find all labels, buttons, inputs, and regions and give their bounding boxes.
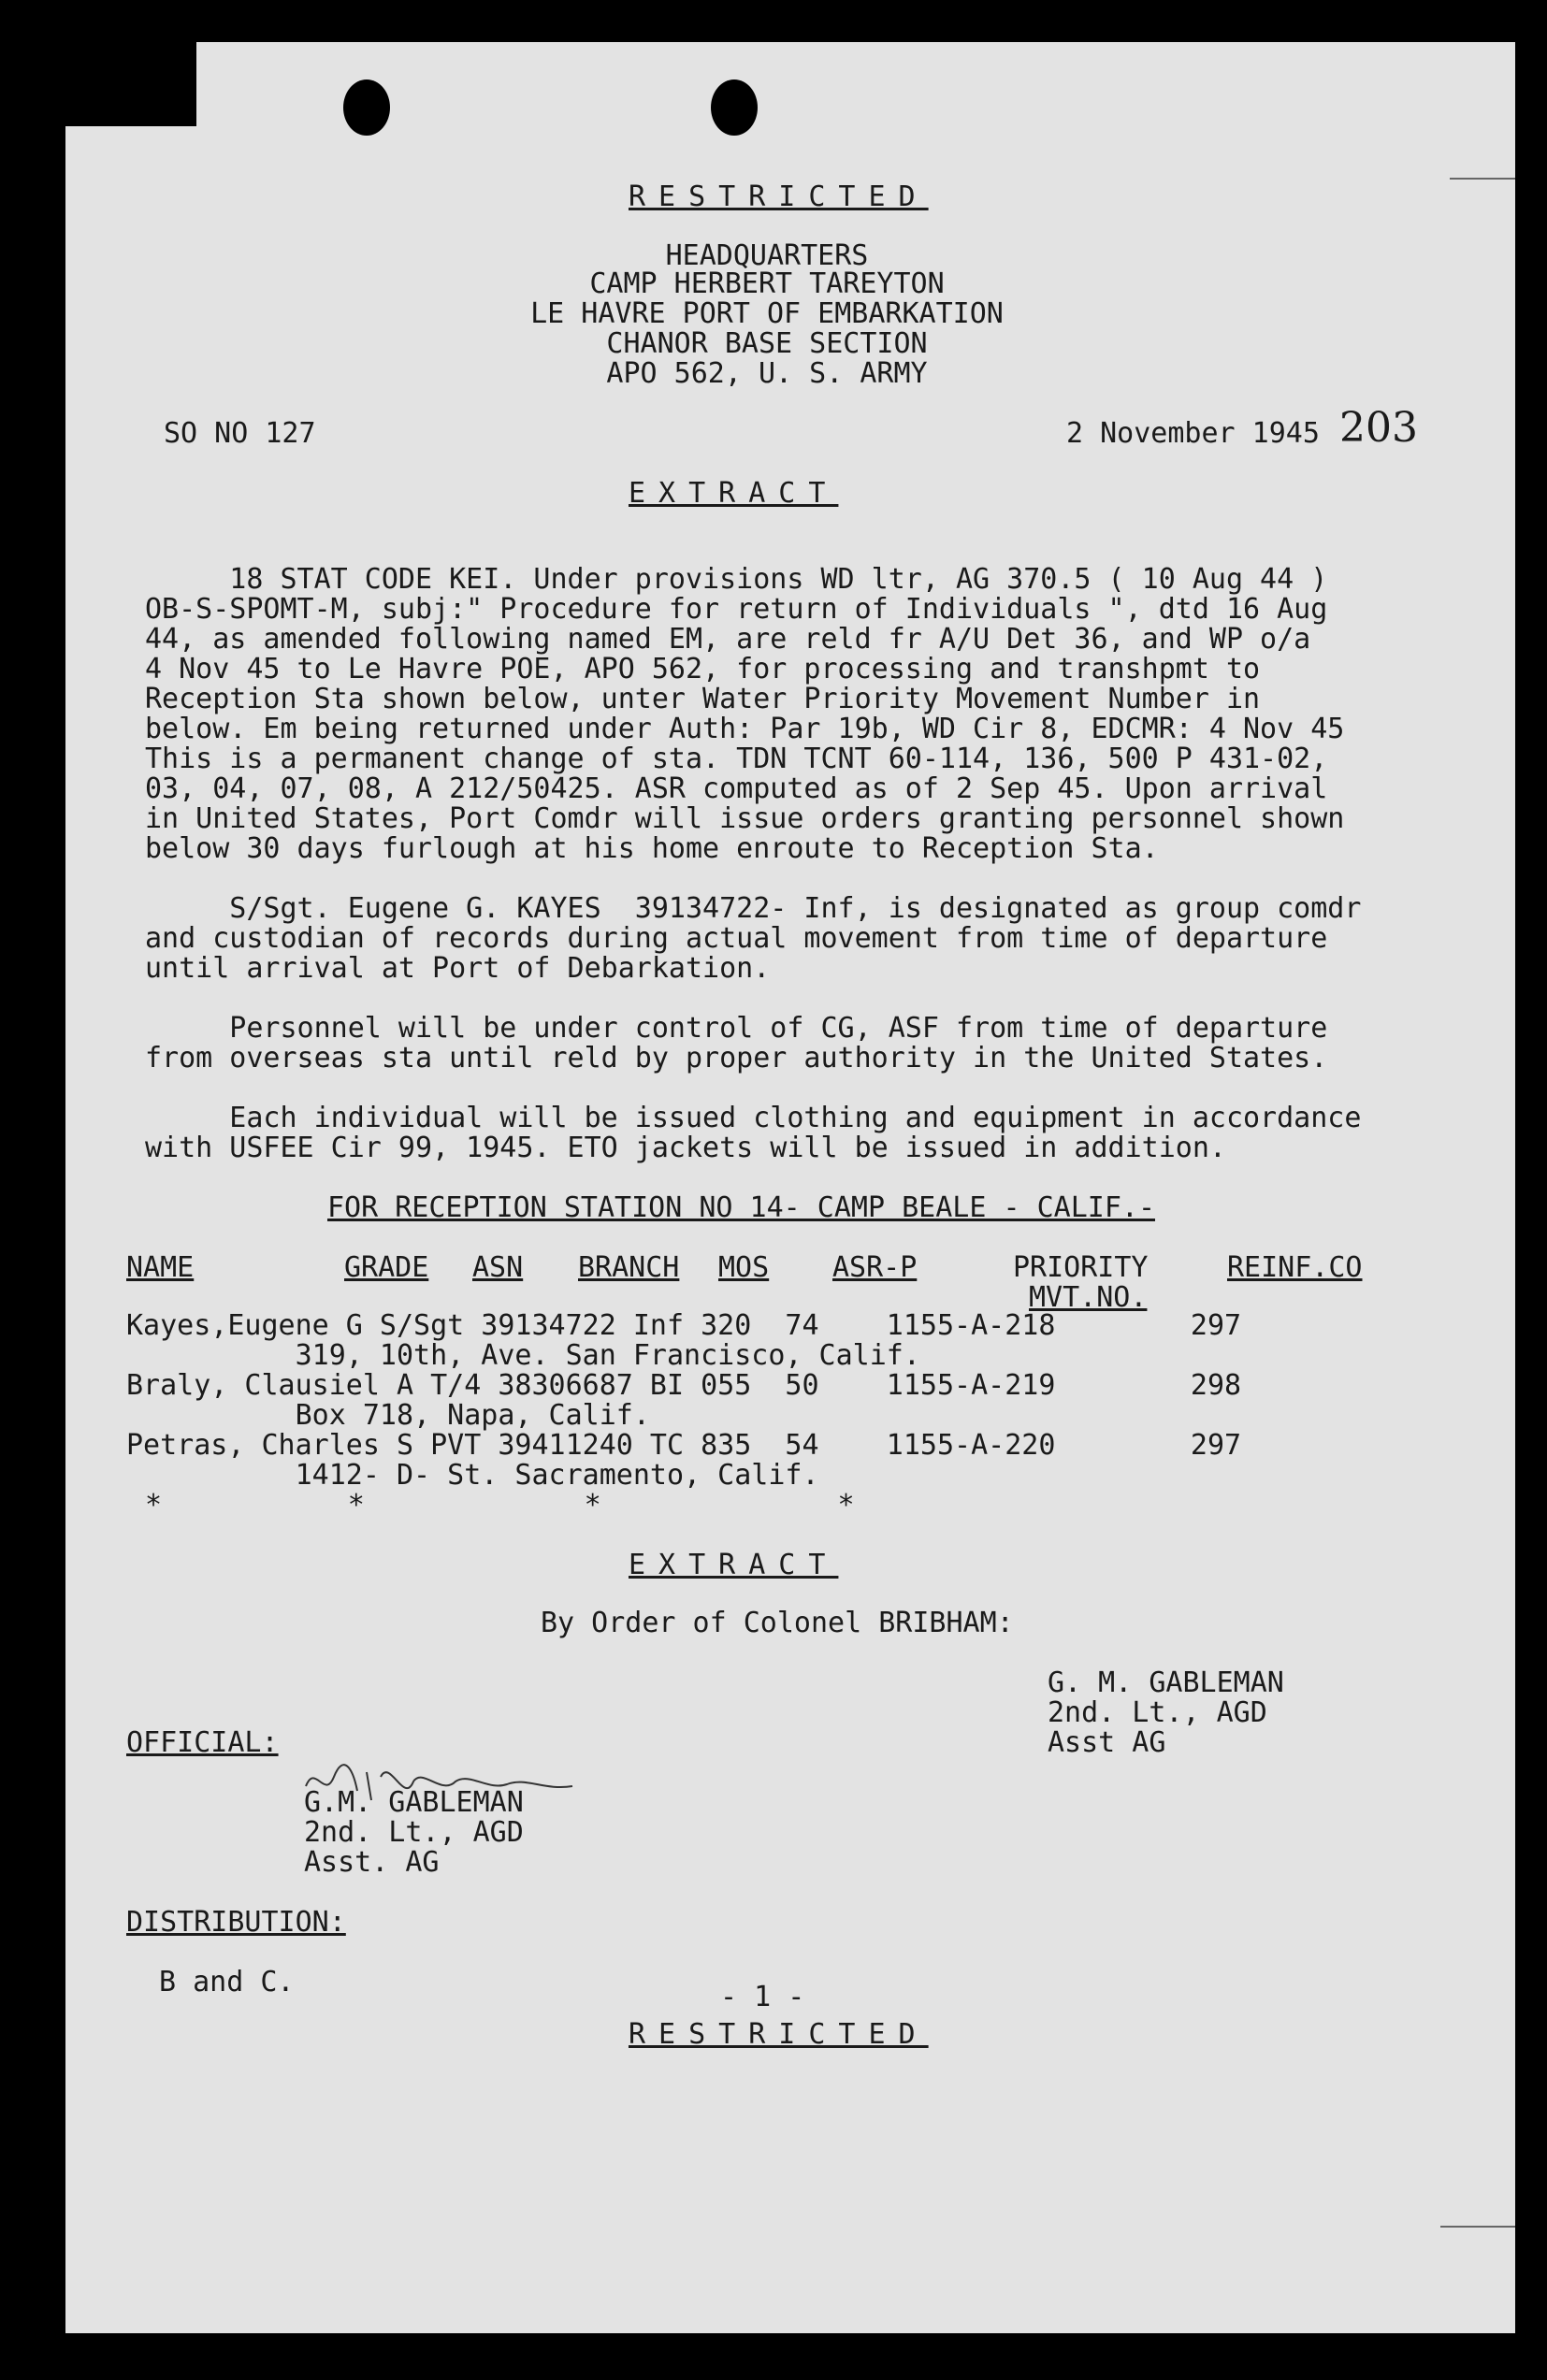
- apo-line: APO 562, U. S. ARMY: [606, 357, 928, 390]
- para-line: 03, 04, 07, 08, A 212/50425. ASR computed as of 2 Sep 45. Upon arrival: [145, 772, 1328, 805]
- extract-title: EXTRACT: [629, 477, 839, 510]
- table-row: Kayes,Eugene G S/Sgt 39134722 Inf 320 74 1155-A-218 297: [126, 1309, 1242, 1342]
- col-grade: GRADE: [344, 1251, 429, 1284]
- para-line: 44, as amended following named EM, are reld fr A/U Det 36, and WP o/a: [145, 623, 1311, 656]
- asterisk-row: * * * *: [145, 1489, 855, 1522]
- port-line: LE HAVRE PORT OF EMBARKATION: [530, 297, 1004, 330]
- para-line: with USFEE Cir 99, 1945. ETO jackets will be issued in addition.: [145, 1132, 1226, 1164]
- para-line: below 30 days furlough at his home enroute to Reception Sta.: [145, 832, 1159, 865]
- para-line: and custodian of records during actual movement from time of departure: [145, 922, 1328, 955]
- hq-line: HEADQUARTERS: [665, 239, 869, 272]
- reception-heading: FOR RECEPTION STATION NO 14- CAMP BEALE - CALIF.-: [327, 1191, 1156, 1224]
- official-title: Asst. AG: [304, 1846, 440, 1879]
- col-name: NAME: [126, 1251, 195, 1284]
- col-reinf-co: REINF.CO: [1227, 1251, 1363, 1284]
- table-row: Petras, Charles S PVT 39411240 TC 835 54 1155-A-220 297: [126, 1429, 1242, 1462]
- col-asr-p: ASR-P: [832, 1251, 918, 1284]
- officer-title: Asst AG: [1048, 1726, 1166, 1759]
- order-date: 2 November 1945: [1066, 417, 1320, 450]
- col-asn: ASN: [472, 1251, 524, 1284]
- para-line: until arrival at Port of Debarkation.: [145, 952, 771, 985]
- extract-closing: EXTRACT: [629, 1549, 839, 1581]
- table-row-address: 319, 10th, Ave. San Francisco, Calif.: [126, 1339, 920, 1372]
- distribution-value: B and C.: [159, 1966, 295, 1998]
- official-rank: 2nd. Lt., AGD: [304, 1816, 524, 1849]
- para-line: Each individual will be issued clothing and equipment in accordance: [145, 1102, 1362, 1134]
- by-order-line: By Order of Colonel BRIBHAM:: [541, 1607, 1014, 1639]
- para-line: This is a permanent change of sta. TDN TCNT 60-114, 136, 500 P 431-02,: [145, 743, 1328, 775]
- table-row-address: 1412- D- St. Sacramento, Calif.: [126, 1459, 819, 1492]
- page-stamp: 203: [1339, 404, 1418, 452]
- para-line: below. Em being returned under Auth: Par 19b, WD Cir 8, EDCMR: 4 Nov 45: [145, 713, 1345, 745]
- para-line: in United States, Port Comdr will issue orders granting personnel shown: [145, 802, 1345, 835]
- para-line: Reception Sta shown below, unter Water Priority Movement Number in: [145, 683, 1261, 715]
- section-line: CHANOR BASE SECTION: [606, 327, 928, 360]
- so-number: SO NO 127: [164, 417, 316, 450]
- camp-line: CAMP HERBERT TAREYTON: [589, 267, 945, 300]
- para-line: 4 Nov 45 to Le Havre POE, APO 562, for processing and transhpmt to: [145, 653, 1261, 685]
- table-row: Braly, Clausiel A T/4 38306687 BI 055 50 1155-A-219 298: [126, 1369, 1242, 1402]
- para-line: Personnel will be under control of CG, ASF from time of departure: [145, 1012, 1328, 1045]
- official-label: OFFICIAL:: [126, 1726, 279, 1759]
- para-line: 18 STAT CODE KEI. Under provisions WD ltr, AG 370.5 ( 10 Aug 44 ): [145, 563, 1328, 596]
- officer-rank: 2nd. Lt., AGD: [1048, 1696, 1267, 1729]
- col-priority: PRIORITY: [1013, 1251, 1149, 1284]
- col-branch: BRANCH: [578, 1251, 680, 1284]
- para-line: from overseas sta until reld by proper authority in the United States.: [145, 1042, 1328, 1075]
- page-number: - 1 -: [720, 1981, 805, 2013]
- para-line: S/Sgt. Eugene G. KAYES 39134722- Inf, is designated as group comdr: [145, 892, 1362, 925]
- margin-mark: [1450, 178, 1515, 180]
- col-mos: MOS: [718, 1251, 770, 1284]
- table-row-address: Box 718, Napa, Calif.: [126, 1399, 650, 1432]
- torn-corner: [65, 42, 196, 126]
- official-name: G.M. GABLEMAN: [304, 1786, 524, 1819]
- distribution-label: DISTRIBUTION:: [126, 1906, 346, 1939]
- para-line: OB-S-SPOMT-M, subj:" Procedure for return of Individuals ", dtd 16 Aug: [145, 593, 1328, 626]
- restricted-header: RESTRICTED: [629, 180, 929, 213]
- punch-hole-right: [711, 79, 758, 136]
- col-priority-sub: MVT.NO.: [1029, 1281, 1148, 1314]
- punch-hole-left: [343, 79, 390, 136]
- margin-mark: [1440, 2226, 1515, 2228]
- restricted-footer: RESTRICTED: [629, 2018, 929, 2051]
- officer-name: G. M. GABLEMAN: [1048, 1666, 1284, 1699]
